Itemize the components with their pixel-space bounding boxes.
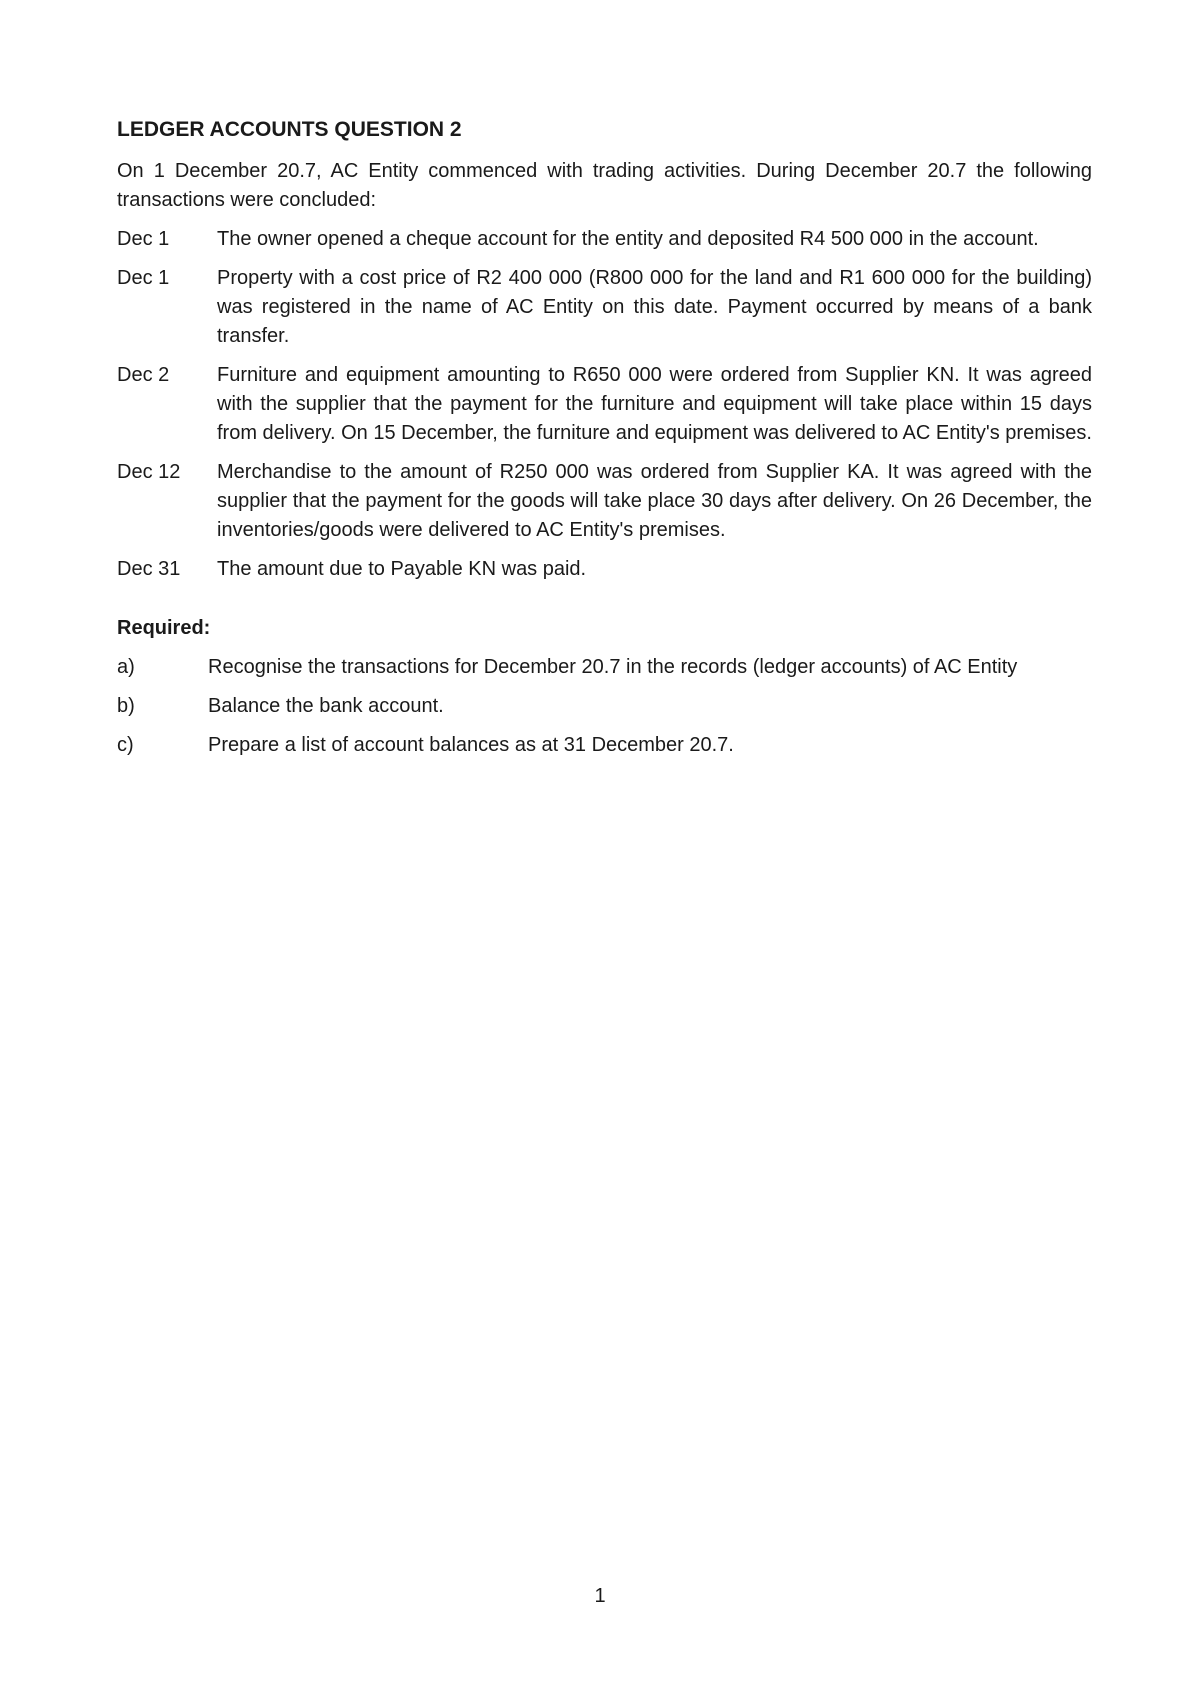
transaction-date: Dec 2 <box>117 364 170 386</box>
transaction-row <box>117 555 1092 584</box>
required-item-label: a) <box>117 656 135 678</box>
transaction-description: Furniture and equipment amounting to R650 000 were ordered from Supplier KN. It was agreed with the supplier that the payment for the furniture and equipment will take place within 15 days from delivery. On 15 December, the furniture and equipment was delivered to AC Entity's premises. <box>217 364 1092 444</box>
transaction-description: Property with a cost price of R2 400 000 (R800 000 for the land and R1 600 000 for the building) was registered in the name of AC Entity on this date. Payment occurred by means of a bank transfer. <box>217 267 1092 347</box>
transaction-date: Dec 12 <box>117 461 181 483</box>
transaction-description: The owner opened a cheque account for the entity and deposited R4 500 000 in the account. <box>217 228 1039 250</box>
required-heading: Required: <box>117 617 211 639</box>
transaction-row <box>117 361 1092 448</box>
required-item <box>117 653 1092 682</box>
required-item-text: Recognise the transactions for December 20.7 in the records (ledger accounts) of AC Entity <box>208 656 1018 678</box>
transaction-date: Dec 31 <box>117 558 181 580</box>
required-item <box>117 731 1092 760</box>
transaction-date: Dec 1 <box>117 267 170 289</box>
transaction-description: Merchandise to the amount of R250 000 was ordered from Supplier KA. It was agreed with the supplier that the payment for the goods will take place 30 days after delivery. On 26 December, the inventories/goods were delivered to AC Entity's premises. <box>217 461 1092 541</box>
document-page <box>117 115 1092 770</box>
required-item-label: c) <box>117 734 134 756</box>
document-title: LEDGER ACCOUNTS QUESTION 2 <box>117 118 462 141</box>
required-item-text: Balance the bank account. <box>208 695 444 717</box>
required-item <box>117 692 1092 721</box>
intro-paragraph: On 1 December 20.7, AC Entity commenced with trading activities. During December 20.7 the following transactions were concluded: <box>117 160 1092 211</box>
page-number: 1 <box>594 1585 606 1607</box>
required-item-label: b) <box>117 695 135 717</box>
required-item-text: Prepare a list of account balances as at 31 December 20.7. <box>208 734 734 756</box>
transaction-description: The amount due to Payable KN was paid. <box>217 558 587 580</box>
transaction-row <box>117 225 1092 254</box>
transaction-row <box>117 458 1092 545</box>
required-list <box>117 653 1092 760</box>
transaction-date: Dec 1 <box>117 228 170 250</box>
transaction-list <box>117 225 1092 584</box>
transaction-row <box>117 264 1092 351</box>
